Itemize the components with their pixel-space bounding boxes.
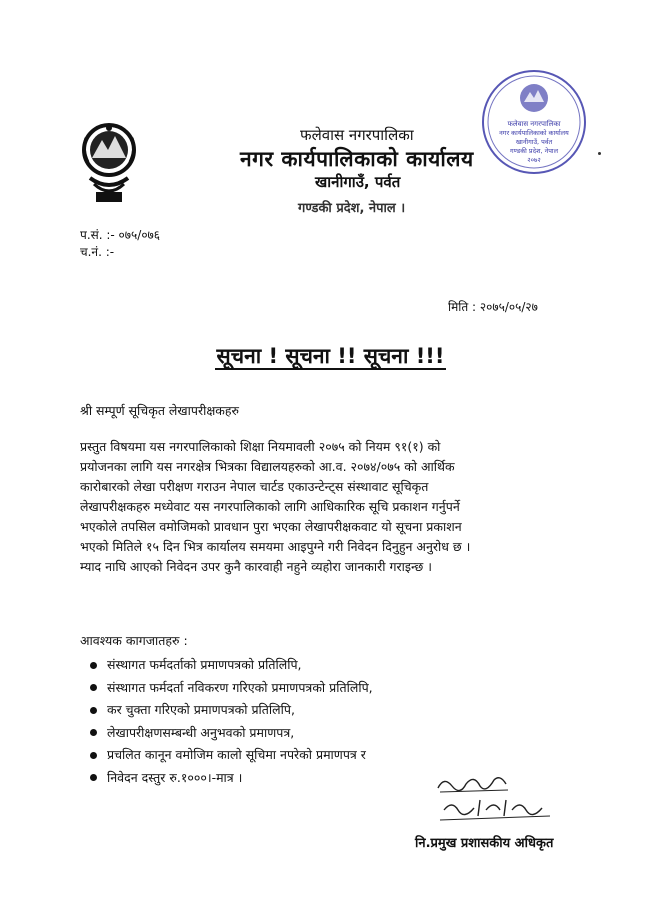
body-line: प्रस्तुत विषयमा यस नगरपालिकाको शिक्षा नियमावली २०७५ को नियम ९१(१) को — [80, 439, 441, 454]
requirement-text: लेखापरीक्षणसम्बन्धी अनुभवको प्रमाणपत्र, — [107, 724, 295, 740]
province-line: गण्डकी प्रदेश, नेपाल । — [298, 201, 406, 216]
requirement-text: प्रचलित कानून वमोजिम कालो सूचिमा नपरेको प्रमाणपत्र र — [107, 747, 366, 763]
list-item — [90, 677, 510, 700]
scan-speck — [598, 152, 601, 155]
signatory-title: नि.प्रमुख प्रशासकीय अधिकृत — [415, 836, 554, 851]
notice-title-text: सूचना ! सूचना !! सूचना !!! — [216, 344, 445, 368]
body-line: लेखापरीक्षकहरु मध्येवाट यस नगरपालिकाको लागि आधिकारिक सूचि प्रकाशन गर्नुपर्ने — [80, 499, 460, 514]
list-item — [90, 744, 510, 767]
list-item — [90, 722, 510, 745]
requirement-text: कर चुक्ता गरिएको प्रमाणपत्रको प्रतिलिपि, — [107, 702, 295, 718]
body-line: म्याद नाघि आएको निवेदन उपर कुनै कारवाही नहुने व्यहोरा जानकारी गराइन्छ । — [80, 559, 433, 574]
body-line: कारोबारको लेखा परीक्षण गराउन नेपाल चार्टड एकाउन्टेन्ट्स संस्थावाट सूचिकृत — [80, 479, 429, 494]
requirement-text: निवेदन दस्तुर रु.१०००।-मात्र । — [107, 769, 243, 785]
stamp-line-5: २०७२ — [527, 156, 541, 164]
requirement-text: संस्थागत फर्मदर्ता नविकरण गरिएको प्रमाणपत्रको प्रतिलिपि, — [107, 679, 373, 695]
body-line: प्रयोजनका लागि यस नगरक्षेत्र भित्रका विद्यालयहरुको आ.व. २०७४/०७५ को आर्थिक — [80, 459, 455, 474]
bullet-icon — [90, 684, 97, 691]
bullet-icon — [90, 707, 97, 714]
notice-title — [0, 342, 661, 370]
letter-reference-number: प.सं. :- ०७५/०७६ — [80, 228, 161, 242]
office-location: खानीगाउँ, पर्वत — [315, 173, 401, 191]
bullet-icon — [90, 752, 97, 759]
dispatch-number: च.नं. :- — [80, 245, 115, 259]
bullet-icon — [90, 729, 97, 736]
municipality-name: फलेवास नगरपालिका — [300, 126, 414, 144]
notice-body — [80, 437, 600, 577]
addressee: श्री सम्पूर्ण सूचिकृत लेखापरीक्षकहरु — [80, 403, 239, 418]
bullet-icon — [90, 662, 97, 669]
stamp-line-4: गण्डकी प्रदेश, नेपाल — [509, 147, 559, 155]
requirements-list — [90, 654, 510, 789]
office-stamp — [480, 68, 588, 176]
body-line: भएकोले तपसिल वमोजिमको प्रावधान पुरा भएका लेखापरीक्षकवाट यो सूचना प्रकाशन — [80, 519, 462, 534]
list-item — [90, 699, 510, 722]
letter-date: मिति : २०७५/०५/२७ — [448, 300, 538, 314]
requirement-text: संस्थागत फर्मदर्ताको प्रमाणपत्रको प्रतिलिपि, — [107, 657, 302, 673]
office-name: नगर कार्यपालिकाको कार्यालय — [240, 147, 474, 171]
government-emblem-icon — [78, 118, 140, 210]
list-item — [90, 654, 510, 677]
stamp-line-1: फलेवास नगरपालिका — [507, 120, 561, 128]
bullet-icon — [90, 774, 97, 781]
handwritten-signature — [430, 770, 560, 830]
stamp-line-2: नगर कार्यपालिकाको कार्यालय — [499, 129, 569, 137]
requirements-heading: आवश्यक कागजातहरु : — [80, 633, 188, 648]
stamp-line-3: खानीगाउँ, पर्वत — [515, 138, 553, 146]
body-line: भएको मितिले १५ दिन भित्र कार्यालय समयमा आइपुग्ने गरी निवेदन दिनुहुन अनुरोध छ । — [80, 539, 471, 554]
